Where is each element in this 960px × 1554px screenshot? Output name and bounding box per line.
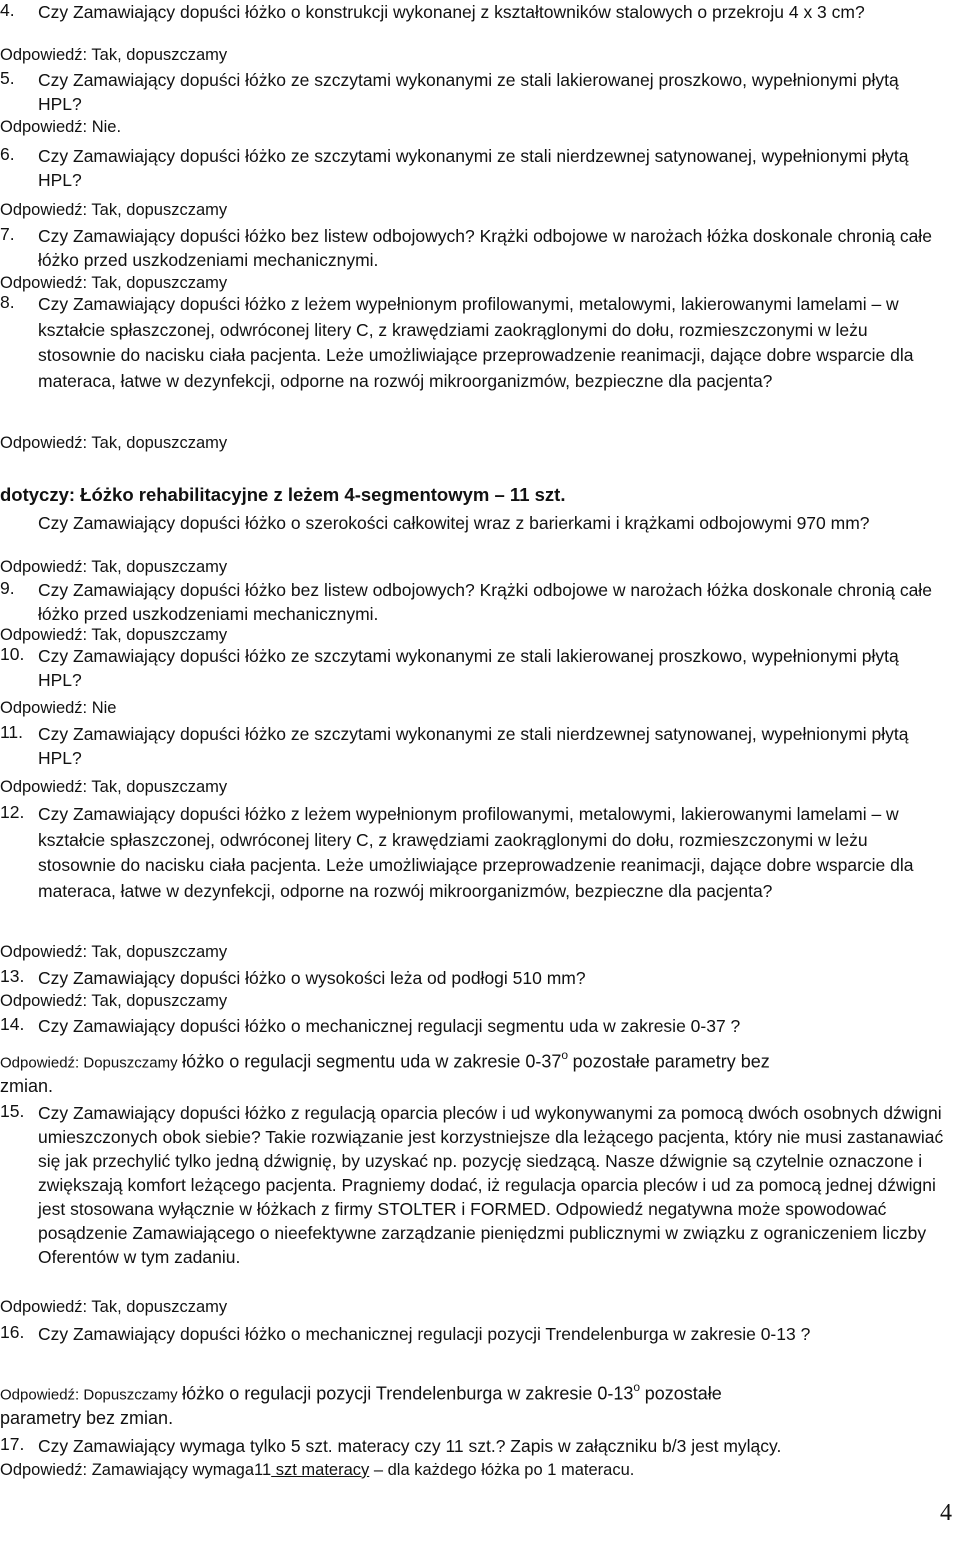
answer-text: łóżko o regulacji pozycji Trendelenburga w zakresie 0-13 xyxy=(182,1383,634,1404)
question-13 xyxy=(0,966,945,992)
question-text: Czy Zamawiający dopuści łóżko z regulacją oparcia pleców i ud wykonywanymi za pomocą dwóch osobnych dźwigni umieszczonych obok siebie? Takie rozwiązanie jest korzystniejsze dla leżącego pacjenta, który nie musi zastanawiać się jak przechylić tylko jedną dźwignię, by uzyskać np. pozycję siedzącą. Nasze dźwignie są czytelnie oznaczone i zwiększają komfort leżącego pacjenta. Pragniemy dodać, iż regulacja oparcia pleców i ud za pomocą jednej dźwigni jest stosowana wyłącznie w łóżkach z firmy STOLTER i FORMED. Odpowiedź negatywna może spowodować posądzenie Zamawiającego o nieefektywne zarządzanie pieniędzmi publicznymi w związku z ograniczeniem liczby Oferentów w tym zadaniu. xyxy=(38,1103,944,1267)
question-text: Czy Zamawiający dopuści łóżko o wysokości leża od podłogi 510 mm? xyxy=(38,968,586,988)
question-text: Czy Zamawiający dopuści łóżko ze szczytami wykonanymi ze stali nierdzewnej satynowanej, wypełnionymi płytą HPL? xyxy=(38,724,909,768)
answer-rest: pozostałe xyxy=(644,1383,722,1404)
question-number: 10. xyxy=(0,644,25,664)
answer-rest: pozostałe parametry bez xyxy=(572,1051,770,1072)
answer-14-line2: zmian. xyxy=(0,1076,54,1096)
question-number: 7. xyxy=(0,224,15,244)
question-8 xyxy=(0,292,945,432)
question-14 xyxy=(0,1014,945,1040)
answer-4: Odpowiedź: Tak, dopuszczamy xyxy=(0,46,228,64)
question-text: Czy Zamawiający dopuści łóżko ze szczytami wykonanymi ze stali lakierowanej proszkowo, wypełnionymi płytą HPL? xyxy=(38,646,899,690)
question-9 xyxy=(0,578,945,628)
question-7 xyxy=(0,224,945,274)
question-text: Czy Zamawiający dopuści łóżko bez listew odbojowych? Krążki odbojowe w narożach łóżka doskonale chronią całe łóżko przed uszkodzeniami mechanicznymi. xyxy=(38,580,932,624)
section-heading: dotyczy: Łóżko rehabilitacyjne z leżem 4-segmentowym – 11 szt. xyxy=(0,484,566,505)
answer-text: łóżko o regulacji segmentu uda w zakresie 0-37 xyxy=(182,1051,562,1072)
question-text: Czy Zamawiający dopuści łóżko z leżem wypełnionym profilowanymi, metalowymi, lakierowanymi lamelami – w kształcie spłaszczonej, odwróconej litery C, z krawędziami zaokrąglonymi do dołu, rozmieszczonymi w leżu stosownie do nacisku ciała pacjenta. Leże umożliwiające przeprowadzenie reanimacji, dające dobre wsparcie dla materaca, łatwe w dezynfekcji, odporne na rozwój mikroorganizmów, bezpieczne dla pacjenta? xyxy=(38,804,914,901)
question-number: 11. xyxy=(0,722,24,742)
answer-17 xyxy=(0,1459,945,1481)
answer-12: Odpowiedź: Tak, dopuszczamy xyxy=(0,943,228,961)
question-width xyxy=(0,511,945,561)
question-12 xyxy=(0,802,945,942)
answer-rest: – dla każdego łóżka po 1 materacu. xyxy=(373,1461,635,1479)
answer-10: Odpowiedź: Nie xyxy=(0,699,117,717)
answer-underlined: szt materacy xyxy=(271,1461,370,1479)
answer-prefix: Odpowiedź: Dopuszczamy xyxy=(0,1054,178,1072)
question-6 xyxy=(0,144,945,194)
question-number: 15. xyxy=(0,1101,25,1121)
answer-width: Odpowiedź: Tak, dopuszczamy xyxy=(0,558,228,576)
answer-11: Odpowiedź: Tak, dopuszczamy xyxy=(0,778,228,796)
question-5 xyxy=(0,68,945,118)
question-text: Czy Zamawiający dopuści łóżko o szerokości całkowitej wraz z barierkami i krążkami odbojowymi 970 mm? xyxy=(38,513,870,533)
question-text: Czy Zamawiający dopuści łóżko o mechanicznej regulacji pozycji Trendelenburga w zakresie 0-13 ? xyxy=(38,1324,811,1344)
question-text: Czy Zamawiający dopuści łóżko bez listew odbojowych? Krążki odbojowe w narożach łóżka doskonale chronią całe łóżko przed uszkodzeniami mechanicznymi. xyxy=(38,226,932,270)
question-number: 17. xyxy=(0,1434,25,1454)
answer-16 xyxy=(0,1378,945,1407)
answer-9: Odpowiedź: Tak, dopuszczamy xyxy=(0,626,228,644)
question-number: 6. xyxy=(0,144,15,164)
answer-prefix: Odpowiedź: Zamawiający wymaga11 xyxy=(0,1461,272,1479)
question-number: 12. xyxy=(0,802,25,822)
page-number: 4 xyxy=(940,1500,952,1526)
question-16 xyxy=(0,1322,945,1372)
answer-14 xyxy=(0,1046,945,1075)
question-number: 9. xyxy=(0,578,15,598)
question-number: 13. xyxy=(0,966,25,986)
answer-5: Odpowiedź: Nie. xyxy=(0,118,122,136)
question-15 xyxy=(0,1101,945,1301)
question-number: 4. xyxy=(0,0,15,20)
degree-sup: o xyxy=(633,1380,641,1394)
answer-6: Odpowiedź: Tak, dopuszczamy xyxy=(0,201,228,219)
question-text: Czy Zamawiający dopuści łóżko o mechanicznej regulacji segmentu uda w zakresie 0-37 ? xyxy=(38,1016,741,1036)
answer-13: Odpowiedź: Tak, dopuszczamy xyxy=(0,992,228,1010)
question-17 xyxy=(0,1434,945,1460)
question-text: Czy Zamawiający dopuści łóżko z leżem wypełnionym profilowanymi, metalowymi, lakierowanymi lamelami – w kształcie spłaszczonej, odwróconej litery C, z krawędziami zaokrąglonymi do dołu, rozmieszczonymi w leżu stosownie do nacisku ciała pacjenta. Leże umożliwiające przeprowadzenie reanimacji, dające dobre wsparcie dla materaca, łatwe w dezynfekcji, odporne na rozwój mikroorganizmów, bezpieczne dla pacjenta? xyxy=(38,294,914,391)
question-number: 5. xyxy=(0,68,15,88)
question-text: Czy Zamawiający dopuści łóżko o konstrukcji wykonanej z kształtowników stalowych o przekroju 4 x 3 cm? xyxy=(38,2,865,22)
question-10 xyxy=(0,644,945,694)
degree-sup: o xyxy=(561,1048,569,1062)
question-number: 14. xyxy=(0,1014,25,1034)
question-text: Czy Zamawiający dopuści łóżko ze szczytami wykonanymi ze stali nierdzewnej satynowanej, wypełnionymi płytą HPL? xyxy=(38,146,909,190)
question-11 xyxy=(0,722,945,772)
answer-16-line2: parametry bez zmian. xyxy=(0,1408,174,1428)
question-number: 8. xyxy=(0,292,15,312)
question-number: 16. xyxy=(0,1322,25,1342)
answer-prefix: Odpowiedź: Dopuszczamy xyxy=(0,1386,178,1404)
question-text: Czy Zamawiający dopuści łóżko ze szczytami wykonanymi ze stali lakierowanej proszkowo, wypełnionymi płytą HPL? xyxy=(38,70,899,114)
answer-15: Odpowiedź: Tak, dopuszczamy xyxy=(0,1298,228,1316)
answer-7: Odpowiedź: Tak, dopuszczamy xyxy=(0,274,228,292)
question-text: Czy Zamawiający wymaga tylko 5 szt. materacy czy 11 szt.? Zapis w załączniku b/3 jest mylący. xyxy=(38,1436,782,1456)
answer-8: Odpowiedź: Tak, dopuszczamy xyxy=(0,434,228,452)
